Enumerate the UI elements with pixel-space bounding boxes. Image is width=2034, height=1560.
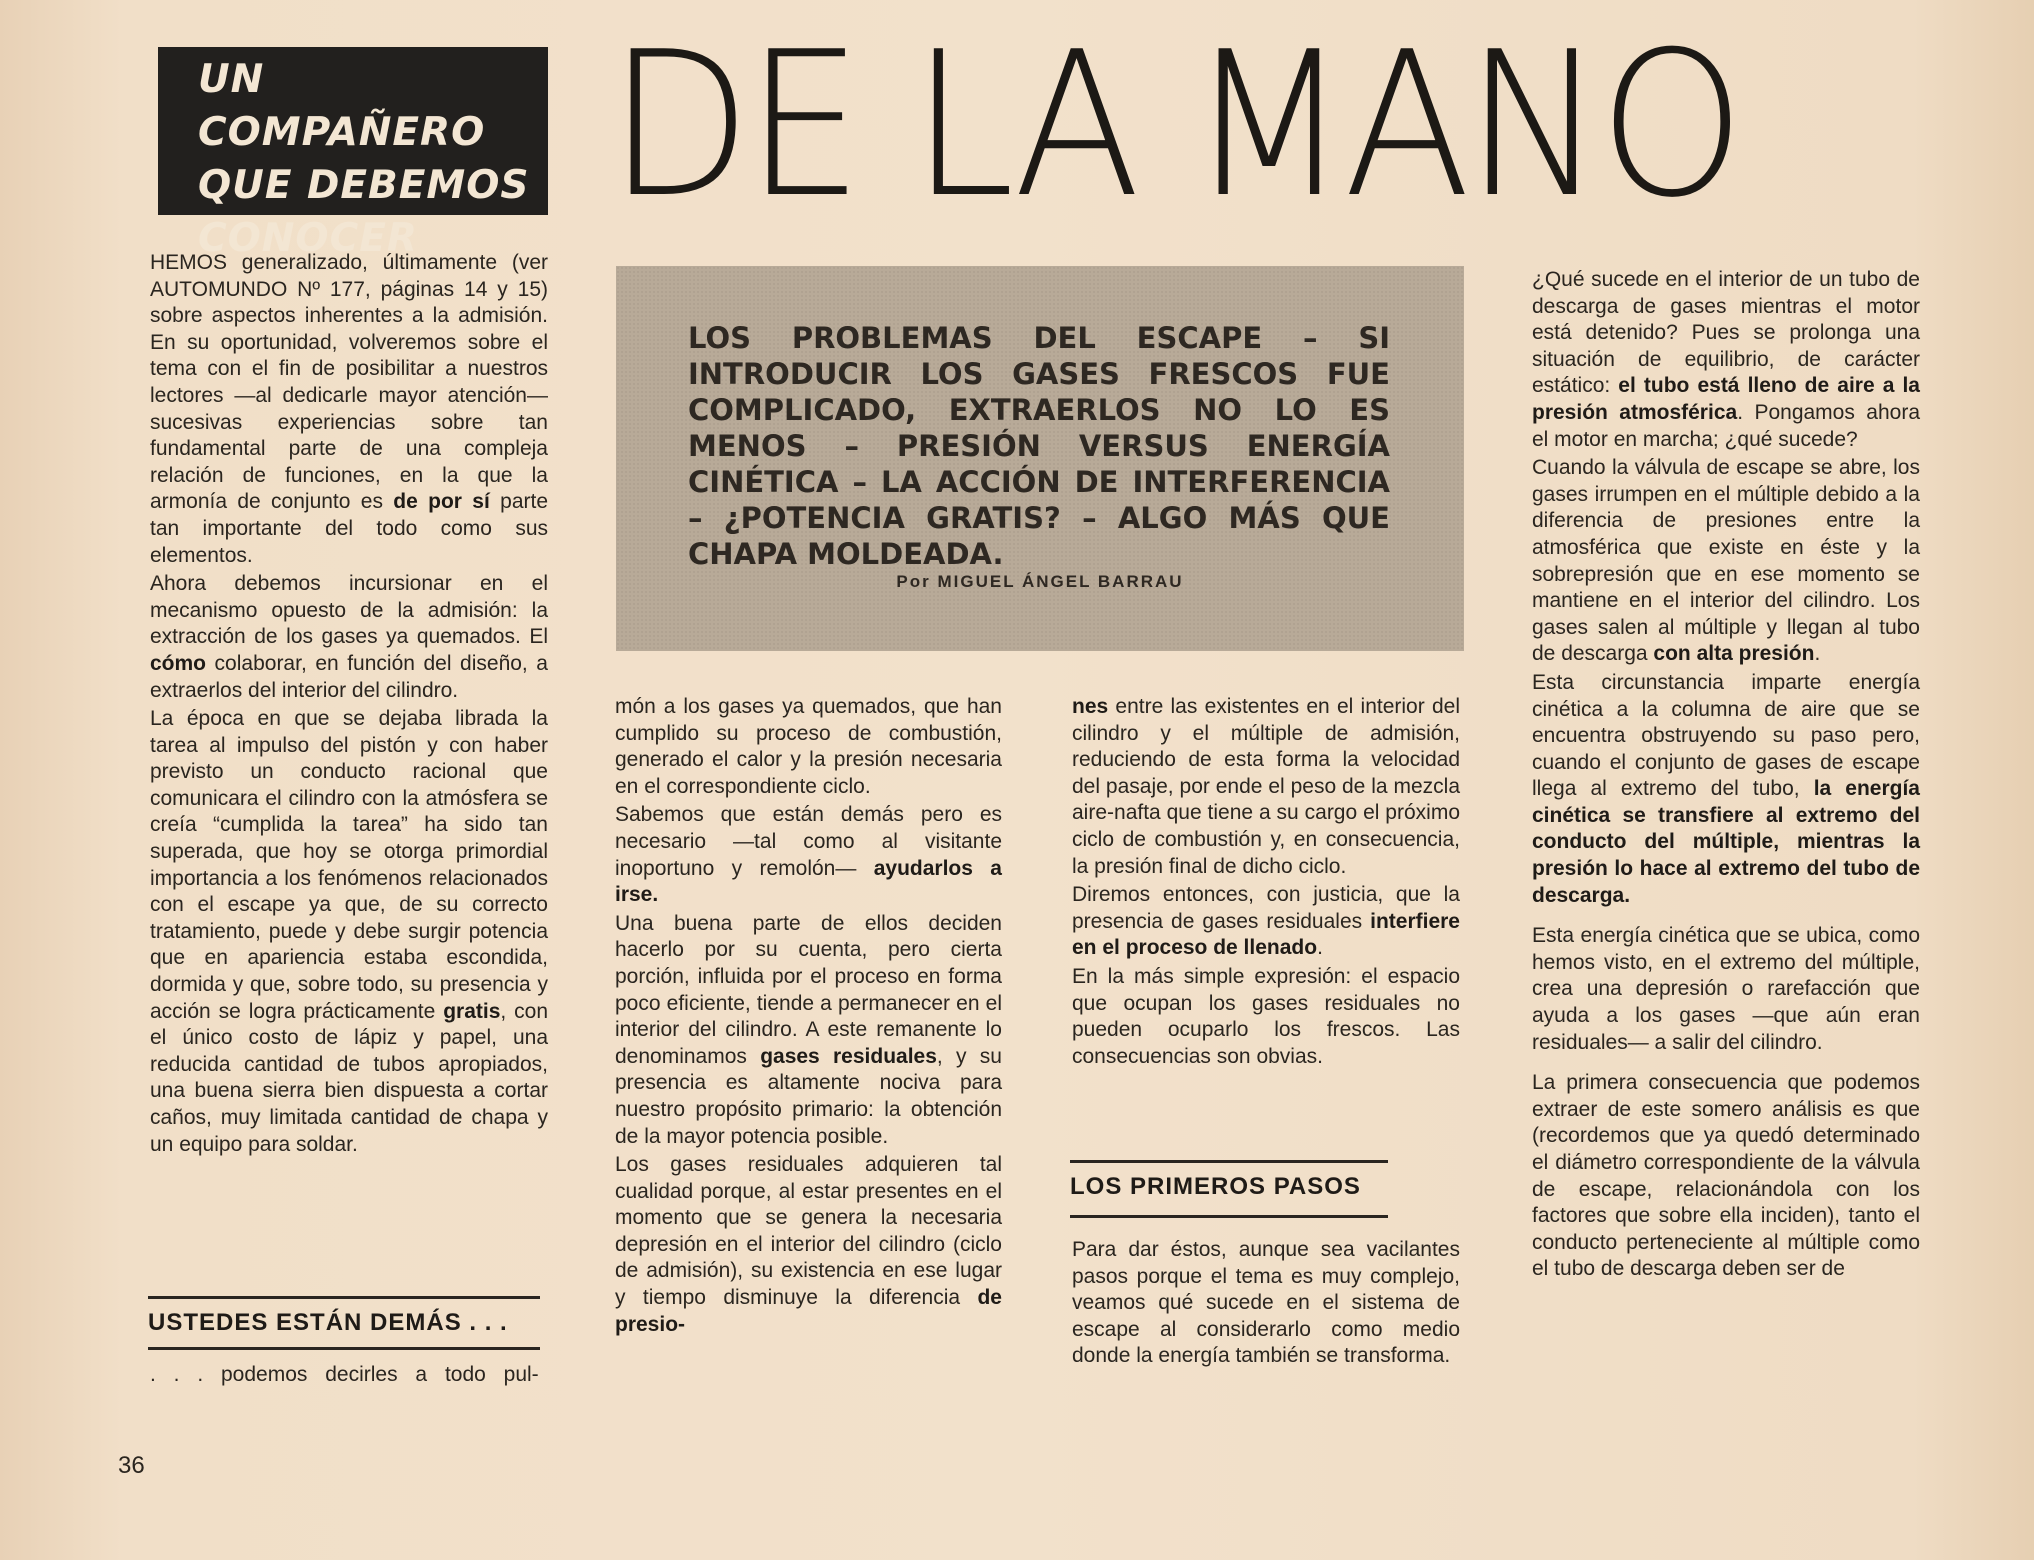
standfirst-box xyxy=(616,266,1464,651)
bold-run: de presio- xyxy=(615,1286,1002,1336)
bold-run: ayudarlos a irse. xyxy=(615,856,1002,907)
text-run: ¿Qué sucede en el interior de un tubo de descarga de gases mientras el motor está detenido? Pues se prolonga una situación de equilibrio, de carácter estático: xyxy=(1532,268,1920,398)
text-run: colaborar, en función del diseño, a extraerlos del interior del cilindro. xyxy=(150,651,548,702)
paragraph: La primera consecuencia que podemos extraer de este somero análisis es que (recordemos que ya quedó determinado el diámetro correspondiente de la válvula de escape, relacionándola con los factores que sobre ella inciden), tanto el conducto perteneciente al múltiple como el tubo de descarga deben ser de xyxy=(1532,1071,1920,1281)
text-run: La época en que se dejaba librada la tarea al impulso del pistón y con haber previsto un conducto racional que comunicara el cilindro con la atmósfera se creía “cumplida la tarea” ha sido tan superada, que hoy se otorga primordial importancia a los fenómenos relacionados con el escape ya que, de su correcto tratamiento, puede y debe surgir potencia que en apariencia estaba escondida, dormida y que, sobre todo, su presencia y acción se logra prácticamente xyxy=(150,707,548,1023)
text-run: Diremos entonces, con justicia, que la presencia de gases residuales xyxy=(1072,883,1460,933)
paragraph xyxy=(150,571,548,704)
text-run: Los gases residuales adquieren tal cualidad porque, al estar presentes en el momento que se genera la necesaria depresión en el interior del cilindro (ciclo de admisión), su existencia en ese lugar y tiempo disminuye la diferencia xyxy=(615,1153,1002,1310)
paragraph xyxy=(150,250,548,569)
column-1 xyxy=(150,250,548,1158)
text-run: Una buena parte de ellos deciden hacerlo por su cuenta, pero cierta porción, influida por el proceso en forma poco eficiente, tiende a permanecer en el interior del cilindro. A este remanente lo denominamos xyxy=(615,911,1002,1068)
paragraph xyxy=(150,706,548,1158)
paragraph: En la más simple expresión: el espacio que ocupan los gases residuales no pueden ocuparlo los frescos. Las consecuencias son obvias. xyxy=(1072,964,1460,1068)
column-3-tail xyxy=(1072,1237,1460,1370)
text-run: Sabemos que están demás pero es necesario —tal como al visitante inoportuno y remolón— xyxy=(615,803,1002,880)
paragraph: Para dar éstos, aunque sea vacilantes pasos porque el tema es muy complejo, veamos qué sucede en el sistema de escape al considerarlo como medio donde la energía también se transforma. xyxy=(1072,1238,1460,1368)
text-run: . xyxy=(1317,936,1323,960)
bold-run: gases residuales xyxy=(760,1044,937,1068)
text-run: parte tan importante del todo como sus elementos. xyxy=(150,490,549,567)
paragraph xyxy=(1532,670,1920,909)
kicker-line: CONOCER xyxy=(198,216,418,261)
bold-run: cómo xyxy=(150,651,207,675)
column-3 xyxy=(1072,694,1460,1070)
paragraph xyxy=(1532,267,1920,453)
section-subhead: LOS PRIMEROS PASOS xyxy=(1070,1160,1388,1218)
paragraph xyxy=(615,802,1002,908)
text-run: Esta circunstancia imparte energía cinética a la columna de aire que se encuentra obstruyendo su paso pero, cuando el conjunto de gases de escape llega al extremo del tubo, xyxy=(1532,670,1920,801)
bold-run: con alta presión xyxy=(1653,642,1815,666)
page-number: 36 xyxy=(118,1452,145,1479)
paragraph: Esta energía cinética que se ubica, como hemos visto, en el extremo del múltiple, crea una depresión o rarefacción que ayuda a los gases —que aún eran residuales— a salir del cilindro. xyxy=(1532,924,1920,1054)
paragraph xyxy=(615,911,1002,1150)
column-4 xyxy=(1532,267,1920,1283)
bold-run: la energía cinética se transfiere al extremo del conducto del múltiple, mientras la presión lo hace al extremo del tubo de descarga. xyxy=(1532,777,1920,907)
paragraph: . . . podemos decirles a todo pul- xyxy=(150,1363,539,1386)
text-run: . Pongamos ahora el motor en marcha; ¿qué sucede? xyxy=(1532,400,1921,451)
bold-run: gratis xyxy=(443,999,501,1023)
paragraph xyxy=(1532,455,1920,668)
byline: Por MIGUEL ÁNGEL BARRAU xyxy=(896,572,1184,591)
paragraph xyxy=(1072,694,1460,880)
section-subhead: USTEDES ESTÁN DEMÁS . . . xyxy=(148,1296,540,1350)
bold-run: nes xyxy=(1072,695,1109,718)
paragraph xyxy=(615,1152,1002,1338)
bold-run: interfiere en el proceso de llenado xyxy=(1072,909,1460,960)
bold-run: el tubo está lleno de aire a la presión atmosférica xyxy=(1532,374,1920,424)
text-run: entre las existentes en el interior del cilindro y el múltiple de admisión, reduciendo de esta forma la velocidad del pasaje, por ende el peso de la mezcla aire-nafta que tiene a su cargo el próximo ciclo de combustión y, en consecuencia, la presión final de dicho ciclo. xyxy=(1072,695,1460,878)
text-run: , y su presencia es altamente nociva para nuestro propósito primario: la obtención de la mayor potencia posible. xyxy=(615,1044,1002,1148)
kicker-box xyxy=(158,47,548,261)
column-2 xyxy=(615,694,1002,1338)
column-1-tail xyxy=(150,1362,542,1389)
text-run: . xyxy=(1814,642,1821,666)
article-headline: DE LA MANO xyxy=(608,9,1740,242)
bold-run: de por sí xyxy=(393,490,490,514)
paragraph xyxy=(1072,882,1460,962)
text-run: HEMOS generalizado, últimamente (ver AUTOMUNDO Nº 177, páginas 14 y 15) sobre aspectos inherentes a la admisión. En su oportunidad, volveremos sobre el tema con el fin de posibilitar a nuestros lectores —al dedicarle mayor atención— sucesivas experiencias sobre tan fundamental parte de una compleja relación de funciones, en la que la armonía de conjunto es xyxy=(150,251,548,514)
standfirst-text: LOS PROBLEMAS DEL ESCAPE – SI INTRODUCIR LOS GASES FRESCOS FUE COMPLICADO, EXTRAERLOS NO LO ES MENOS – PRESIÓN VERSUS ENERGÍA CINÉTICA – LA ACCIÓN DE INTERFERENCIA – ¿POTENCIA GRATIS? – ALGO MÁS QUE CHAPA MOLDEADA. xyxy=(688,321,1390,571)
text-run: Cuando la válvula de escape se abre, los gases irrumpen en el múltiple debido a la diferencia de presiones entre la atmosférica que existe en éste y la sobrepresión que en ese momento se mantiene en el interior del cilindro. Los gases salen al múltiple y llegan al tubo de descarga xyxy=(1532,456,1920,666)
text-run: , con el único costo de lápiz y papel, una reducida cantidad de tubos apropiados, una buena sierra bien dispuesta a cortar caños, muy limitada cantidad de chapa y un equipo para soldar. xyxy=(150,999,548,1156)
kicker-line: UN COMPAÑERO xyxy=(198,57,486,155)
text-run: Ahora debemos incursionar en el mecanismo opuesto de la admisión: la extracción de los gases ya quemados. El xyxy=(150,572,548,649)
kicker-line: QUE DEBEMOS xyxy=(198,163,530,208)
paragraph: món a los gases ya quemados, que han cumplido su proceso de combustión, generado el calor y la presión necesaria en el correspondiente ciclo. xyxy=(615,695,1002,798)
